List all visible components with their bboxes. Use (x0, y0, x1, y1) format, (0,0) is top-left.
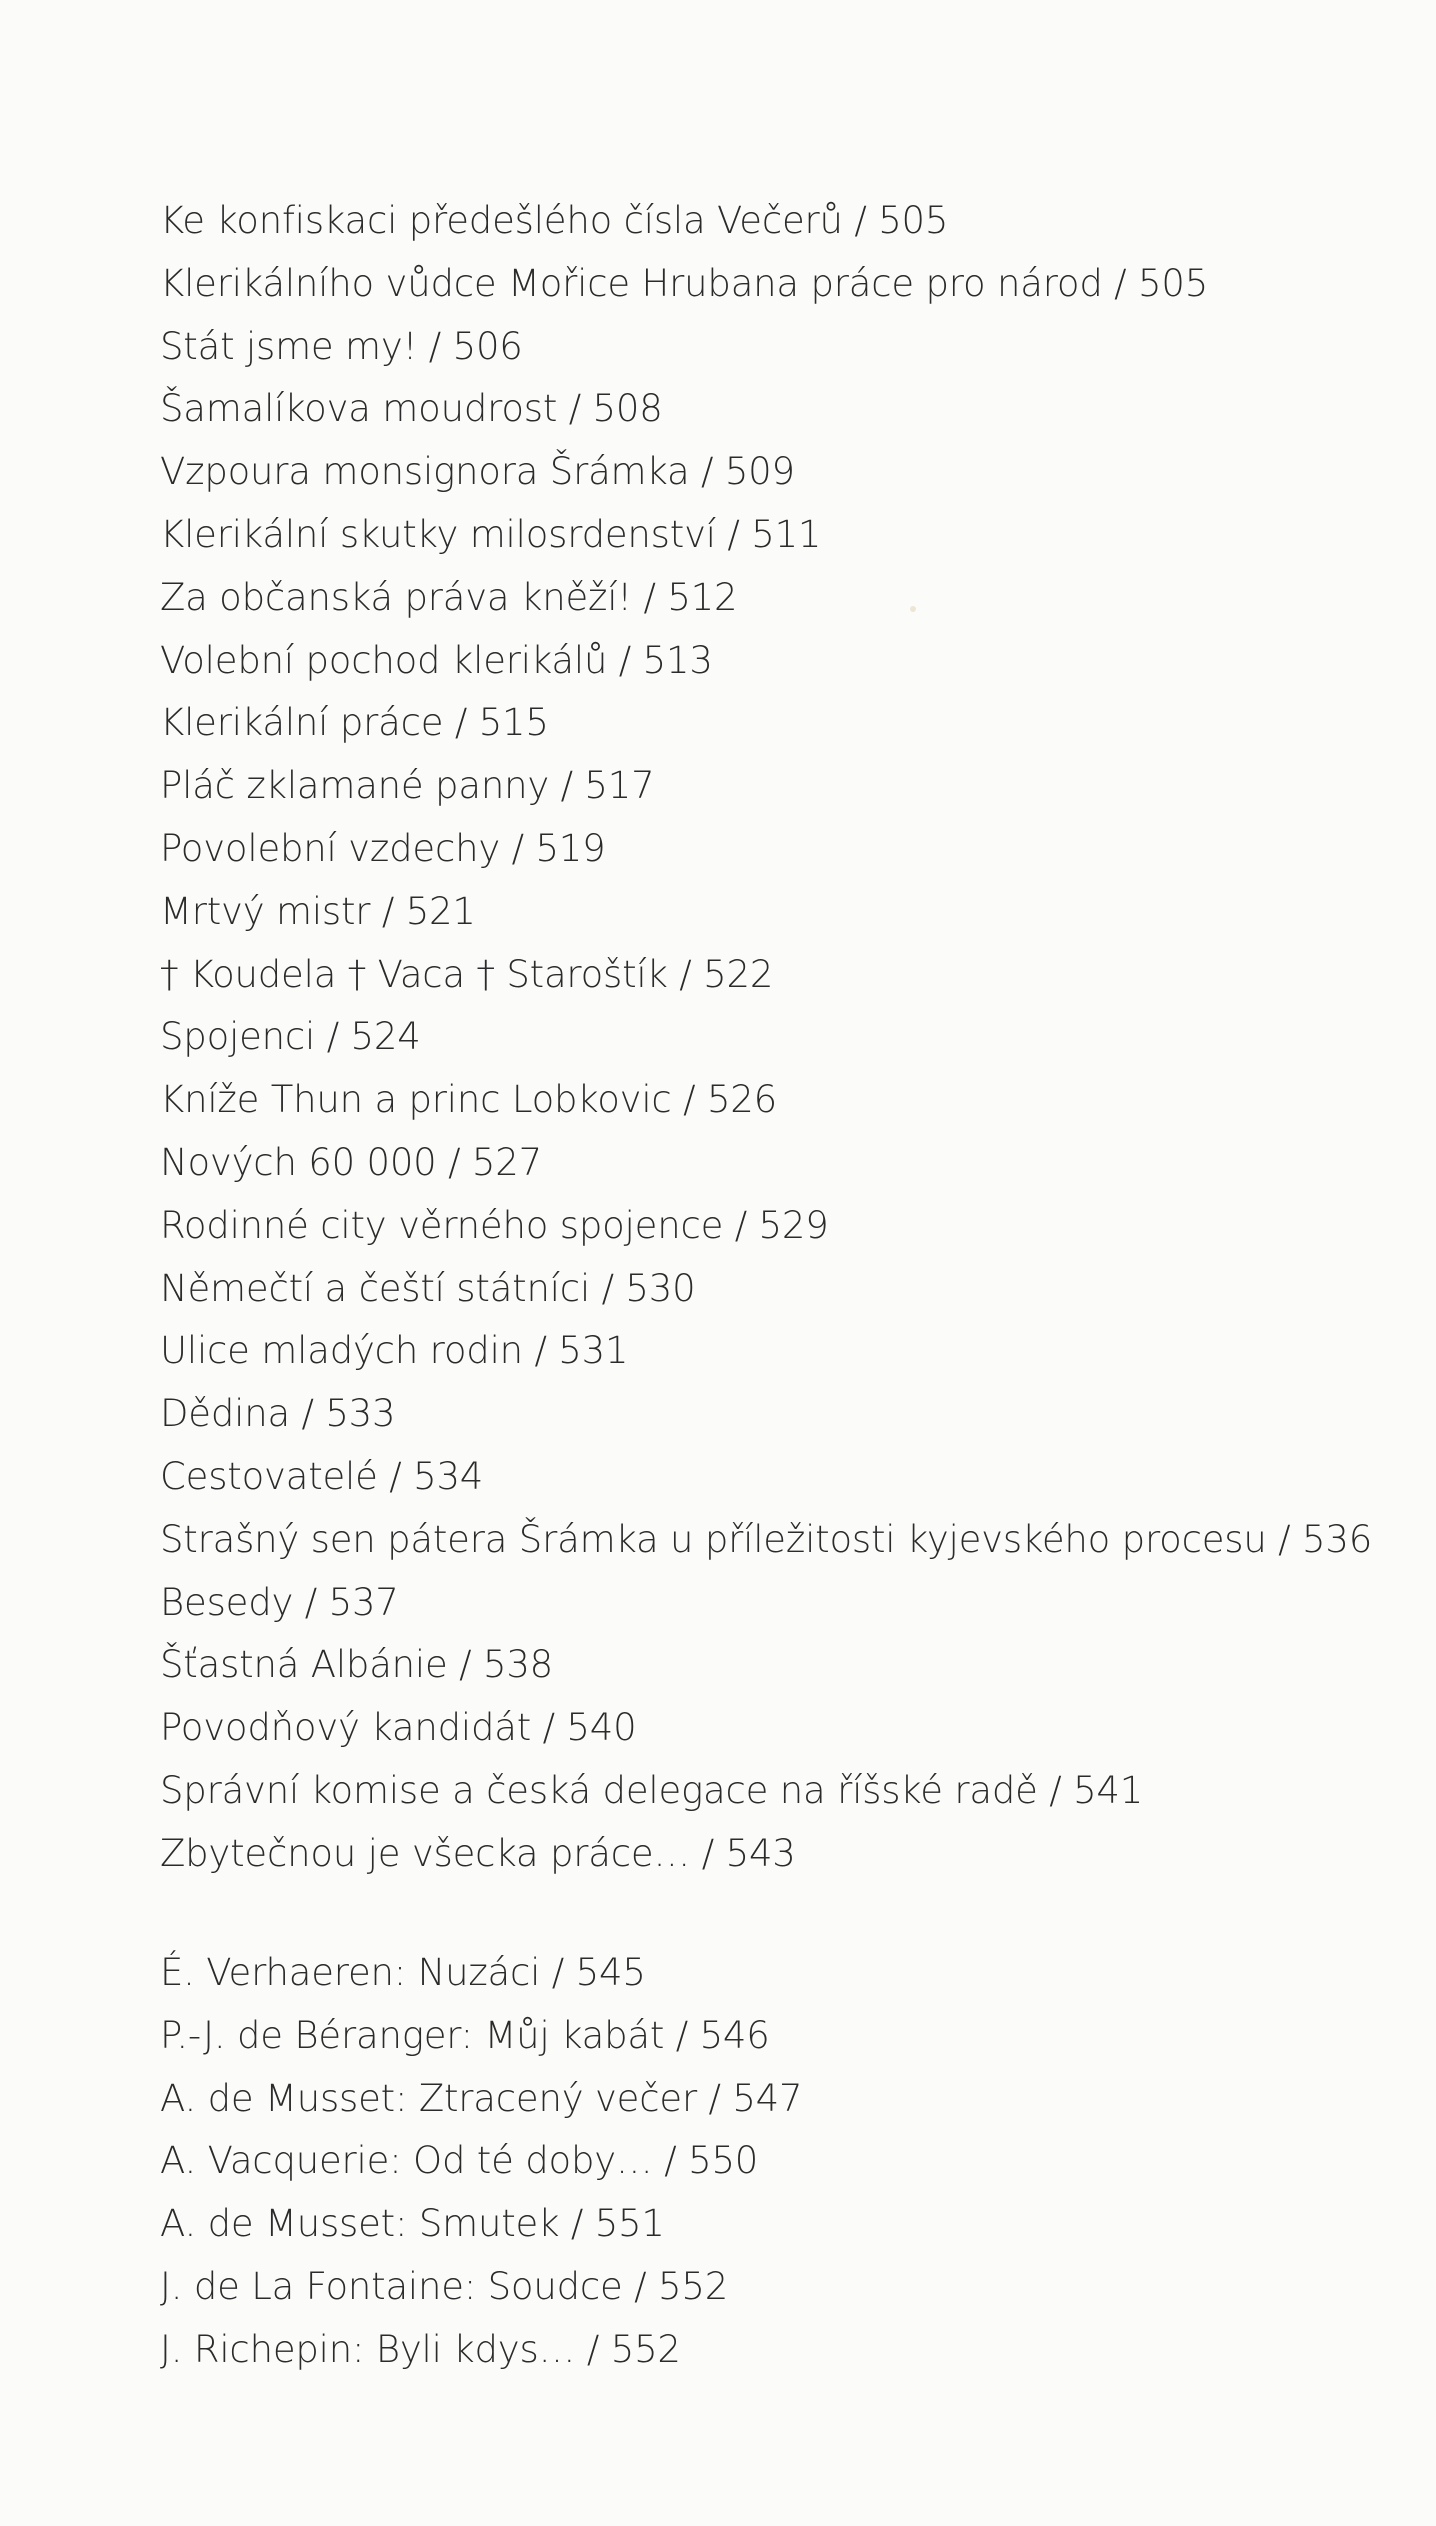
toc-entry-separator: / (443, 701, 479, 745)
toc-entry-title: Volební pochod klerikálů (160, 638, 608, 682)
toc-entry (160, 2130, 1360, 2193)
toc-entry-title: J. de La Fontaine: Soudce (160, 2264, 623, 2308)
toc-entry (160, 881, 1360, 944)
toc-entry-page-number: 512 (667, 575, 738, 619)
toc-entry (160, 2193, 1360, 2256)
toc-entry-page-number: 536 (1302, 1517, 1373, 1561)
toc-entry-separator: / (690, 1831, 726, 1875)
toc-entry-page-number: 551 (594, 2202, 665, 2246)
toc-entry (160, 1006, 1360, 1069)
toc-entry (160, 755, 1360, 818)
toc-entry-title: Za občanská práva kněží! (160, 575, 632, 619)
toc-entry-page-number: 545 (575, 1951, 646, 1994)
toc-entry-title: Zbytečnou je všecka práce… (160, 1831, 691, 1875)
toc-entry (160, 567, 1360, 630)
toc-entry-title: Šťastná Albánie (160, 1643, 448, 1687)
toc-entry (160, 2005, 1360, 2068)
toc-entry-separator: / (436, 1140, 472, 1184)
toc-entry-page-number: 541 (1073, 1768, 1144, 1812)
toc-entry-title: P.-J. de Béranger: Můj kabát (160, 2013, 665, 2057)
toc-entry-title: Ulice mladých rodin (160, 1329, 523, 1373)
toc-entry-separator: / (1102, 261, 1139, 305)
toc-entry-page-number: 538 (482, 1643, 554, 1687)
toc-entry-separator: / (559, 2202, 595, 2246)
toc-entry-page-number: 540 (566, 1706, 637, 1750)
toc-entry-page-number: 530 (625, 1266, 696, 1310)
toc-entry-separator: / (671, 1078, 707, 1122)
toc-entry-title: Klerikální práce (160, 701, 444, 745)
toc-entry-separator: / (667, 952, 704, 996)
toc-entry-page-number: 543 (725, 1831, 796, 1875)
toc-entry-title: Besedy (160, 1580, 294, 1624)
toc-entry-title: Stát jsme my! (160, 324, 418, 368)
toc-entry-separator: / (1266, 1517, 1303, 1561)
toc-entry-title: Kníže Thun a princ Lobkovic (160, 1078, 672, 1122)
toc-entry-separator: / (549, 764, 585, 808)
toc-entry (160, 316, 1360, 379)
toc-entry-page-number: 529 (758, 1203, 829, 1247)
toc-entry-title: Nových 60 000 (160, 1140, 437, 1184)
toc-section-translations (160, 1942, 1360, 2382)
toc-entry-page-number: 550 (688, 2139, 759, 2183)
toc-entry-title: Klerikální skutky milosrdenství (160, 512, 716, 556)
toc-entry-page-number: 517 (584, 764, 655, 808)
toc-entry (160, 1942, 1360, 2005)
toc-entry-separator: / (631, 575, 668, 619)
toc-entry-separator: / (696, 2076, 733, 2120)
toc-entry (160, 504, 1360, 567)
toc-entry-page-number: 506 (452, 324, 523, 368)
toc-entry-separator: / (447, 1643, 483, 1687)
toc-entry-page-number: 526 (706, 1078, 777, 1122)
toc-entry-title: A. Vacquerie: Od té doby… (160, 2139, 653, 2183)
toc-entry (160, 1509, 1373, 1572)
toc-entry-separator: / (622, 2264, 659, 2308)
toc-entry (160, 1132, 1360, 1195)
toc-entry (160, 190, 1360, 253)
toc-entry-page-number: 533 (325, 1392, 396, 1436)
toc-entry (160, 1446, 1360, 1509)
toc-entry-title: Dědina (160, 1392, 290, 1436)
toc-entry-page-number: 552 (658, 2264, 729, 2308)
toc-entry (160, 1069, 1360, 1132)
toc-entry-page-number: 531 (558, 1329, 629, 1373)
toc-entry-separator: / (607, 638, 643, 682)
toc-entry-separator: / (370, 889, 406, 933)
toc-entry-title: Povolební vzdechy (160, 826, 501, 870)
toc-entry-title: Spojenci (160, 1015, 316, 1059)
toc-entry-title: Mrtvý mistr (160, 889, 371, 933)
toc-entry (160, 378, 1360, 441)
toc-entry-title: Ke konfiskaci předešlého čísla Večerů (160, 199, 843, 242)
toc-entry (160, 692, 1360, 755)
toc-entry-title: Vzpoura monsignora Šrámka (160, 450, 690, 494)
toc-entry-page-number: 511 (751, 512, 822, 556)
toc-entry-separator: / (315, 1015, 351, 1059)
toc-entry-separator: / (652, 2139, 689, 2183)
toc-entry-title: Šamalíkova moudrost (160, 387, 558, 431)
paper-speck (910, 606, 916, 612)
toc-entry-separator: / (522, 1329, 559, 1373)
toc-entry (160, 630, 1360, 693)
toc-entry-separator: / (540, 1951, 576, 1994)
toc-entry (160, 1760, 1360, 1823)
toc-entry-title: Správní komise a česká delegace na říšské radě (160, 1768, 1038, 1812)
toc-entry (160, 1383, 1360, 1446)
toc-entry-title: A. de Musset: Ztracený večer (160, 2076, 697, 2120)
toc-entry-separator: / (723, 1203, 759, 1247)
toc-entry-separator: / (1037, 1768, 1074, 1812)
toc-entry-separator: / (557, 387, 593, 431)
toc-entry-separator: / (575, 2327, 611, 2371)
toc-entry-page-number: 547 (732, 2076, 803, 2120)
toc-entry-title: † Koudela † Vaca † Staroštík (160, 952, 668, 996)
toc-entry (160, 1320, 1360, 1383)
toc-entry-page-number: 509 (724, 450, 795, 494)
toc-entry-separator: / (664, 2013, 700, 2057)
toc-entry-title: J. Richepin: Byli kdys… (160, 2327, 576, 2371)
toc-entry (160, 818, 1360, 881)
toc-entry-page-number: 524 (350, 1015, 421, 1059)
toc-entry (160, 1572, 1360, 1635)
toc-entry (160, 1697, 1360, 1760)
toc-entry-separator: / (590, 1266, 626, 1310)
toc-entry (160, 2068, 1360, 2131)
toc-entry-page-number: 505 (1138, 261, 1209, 305)
toc-entry-page-number: 552 (610, 2327, 681, 2371)
toc-entry-page-number: 519 (535, 826, 606, 870)
toc-entry (160, 253, 1360, 316)
toc-entry (160, 1195, 1360, 1258)
toc-entry-separator: / (289, 1392, 326, 1436)
toc-entry-title: Strašný sen pátera Šrámka u příležitosti kyjevského procesu (160, 1517, 1267, 1561)
toc-entry (160, 2319, 1360, 2382)
toc-entry-page-number: 522 (703, 952, 774, 996)
toc-entry-separator: / (689, 450, 725, 494)
toc-entry-title: Cestovatelé (160, 1454, 378, 1498)
toc-entry-page-number: 521 (405, 889, 476, 933)
toc-entry (160, 1258, 1360, 1321)
toc-entry (160, 1634, 1360, 1697)
toc-entry-page-number: 515 (478, 701, 549, 745)
toc-section-satires (160, 190, 1373, 1886)
toc-entry-separator: / (842, 199, 879, 242)
toc-entry (160, 944, 1360, 1007)
toc-entry-separator: / (377, 1454, 414, 1498)
toc-entry-title: A. de Musset: Smutek (160, 2202, 560, 2246)
toc-entry-page-number: 527 (471, 1140, 542, 1184)
toc-entry (160, 2256, 1360, 2319)
toc-entry-page-number: 537 (328, 1580, 399, 1624)
toc-entry-title: É. Verhaeren: Nuzáci (160, 1951, 541, 1994)
toc-entry-separator: / (417, 324, 453, 368)
toc-entry-separator: / (715, 512, 752, 556)
toc-entry-title: Rodinné city věrného spojence (160, 1203, 724, 1247)
toc-entry-page-number: 513 (642, 638, 713, 682)
toc-entry (160, 441, 1360, 504)
toc-entry-title: Povodňový kandidát (160, 1706, 532, 1750)
toc-entry-separator: / (531, 1706, 567, 1750)
toc-entry-title: Pláč zklamané panny (160, 764, 550, 808)
toc-entry-separator: / (293, 1580, 329, 1624)
toc-entry-page-number: 508 (592, 387, 663, 431)
toc-entry-title: Klerikálního vůdce Mořice Hrubana práce pro národ (160, 261, 1103, 305)
toc-entry-title: Němečtí a čeští státníci (160, 1266, 591, 1310)
toc-entry (160, 1823, 1360, 1886)
toc-entry-page-number: 534 (413, 1454, 484, 1498)
toc-entry-separator: / (500, 826, 536, 870)
toc-entry-page-number: 505 (878, 199, 949, 242)
toc-entry-page-number: 546 (699, 2013, 770, 2057)
